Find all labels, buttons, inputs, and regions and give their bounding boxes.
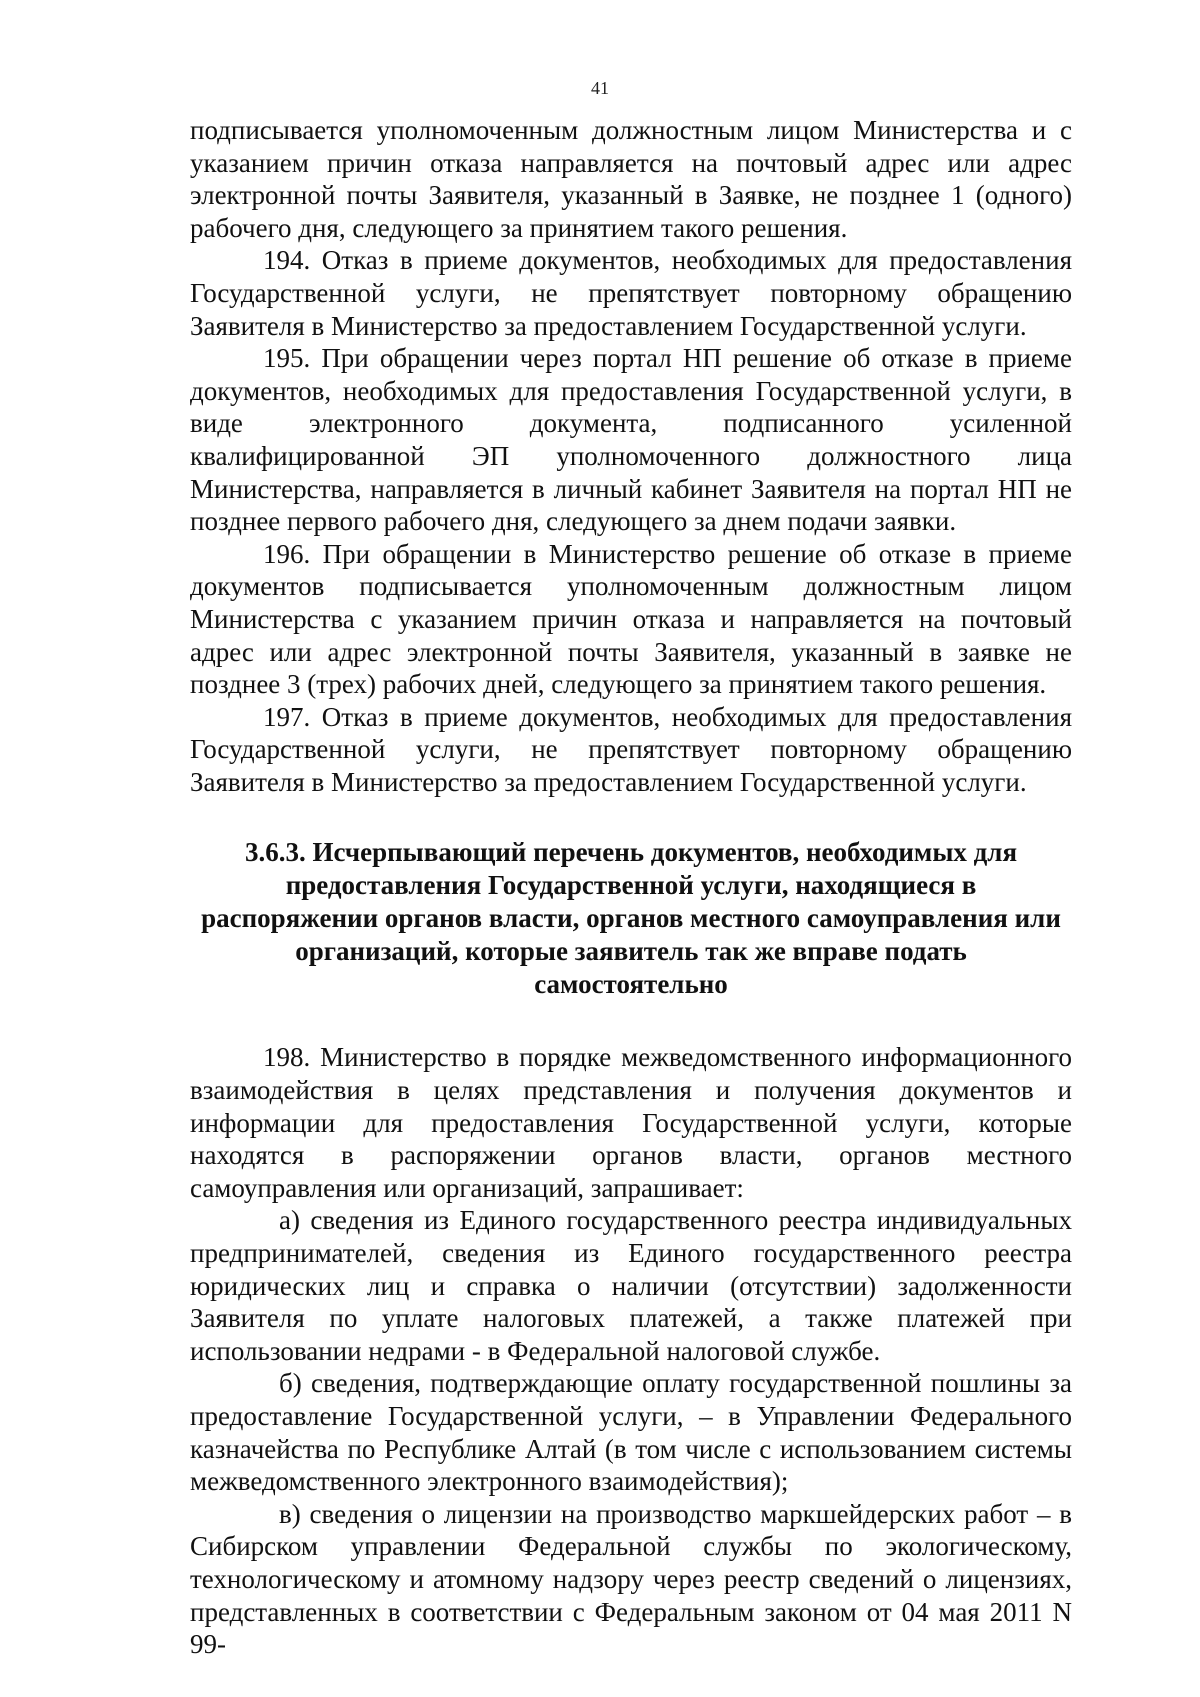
paragraph-195: 195. При обращении через портал НП решение об отказе в приеме документов, необходимых для предоставления Государственной услуги, в виде электронного документа, подписанного усиленной квалифицированной ЭП уполномоченного должностного лица Министерства, направляется в личный кабинет Заявителя на портал НП не позднее первого рабочего дня, следующего за днем подачи заявки.	[190, 343, 1072, 537]
paragraph-continuation: подписывается уполномоченным должностным лицом Министерства и с указанием причин отказа направляется на почтовый адрес или адрес электронной почты Заявителя, указанный в Заявке, не позднее 1 (одного) рабочего дня, следующего за принятием такого решения.	[190, 115, 1072, 243]
paragraph-196: 196. При обращении в Министерство решение об отказе в приеме документов подписывается уполномоченным должностным лицом Министерства с указанием причин отказа и направляется на почтовый адрес или адрес электронной почты Заявителя, указанный в заявке не позднее 3 (трех) рабочих дней, следующего за принятием такого решения.	[190, 538, 1072, 700]
list-item-a: а) сведения из Единого государственного реестра индивидуальных предпринимателей, сведения из Единого государственного реестра юридических лиц и справка о наличии (отсутствии) задолженности Заявителя по уплате налоговых платежей, а также платежей при использовании недрами - в Федеральной налоговой службе.	[190, 1205, 1072, 1366]
list-item-v: в) сведения о лицензии на производство маркшейдерских работ – в Сибирском управлении Федеральной службы по экологическому, технологическому и атомному надзору через реестр сведений о лицензиях, представленных в соответствии с Федеральным законом от 04 мая 2011 N 99-	[190, 1498, 1072, 1660]
paragraph-198: 198. Министерство в порядке межведомственного информационного взаимодействия в целях представления и получения документов и информации для предоставления Государственной услуги, которые находятся в распоряжении органов власти, органов местного самоуправления или организаций, запрашивает:	[190, 1042, 1072, 1203]
spacer	[190, 1001, 1072, 1041]
section-heading: 3.6.3. Исчерпывающий перечень документов, необходимых для предоставления Государственной услуги, находящиеся в распоряжении органов власти, органов местного самоуправления или организаций, которые заявитель так же вправе подать самостоятельно	[201, 837, 1061, 1000]
page-number: 41	[591, 78, 609, 98]
list-item-b: б) сведения, подтверждающие оплату государственной пошлины за предоставление Государственной услуги, – в Управлении Федерального казначейства по Республике Алтай (в том числе с использованием системы межведомственного электронного взаимодействия);	[190, 1368, 1072, 1497]
document-body	[190, 114, 1072, 1661]
paragraph-197: 197. Отказ в приеме документов, необходимых для предоставления Государственной услуги, не препятствует повторному обращению Заявителя в Министерство за предоставлением Государственной услуги.	[190, 701, 1072, 797]
paragraph-194: 194. Отказ в приеме документов, необходимых для предоставления Государственной услуги, не препятствует повторному обращению Заявителя в Министерство за предоставлением Государственной услуги.	[190, 245, 1072, 341]
